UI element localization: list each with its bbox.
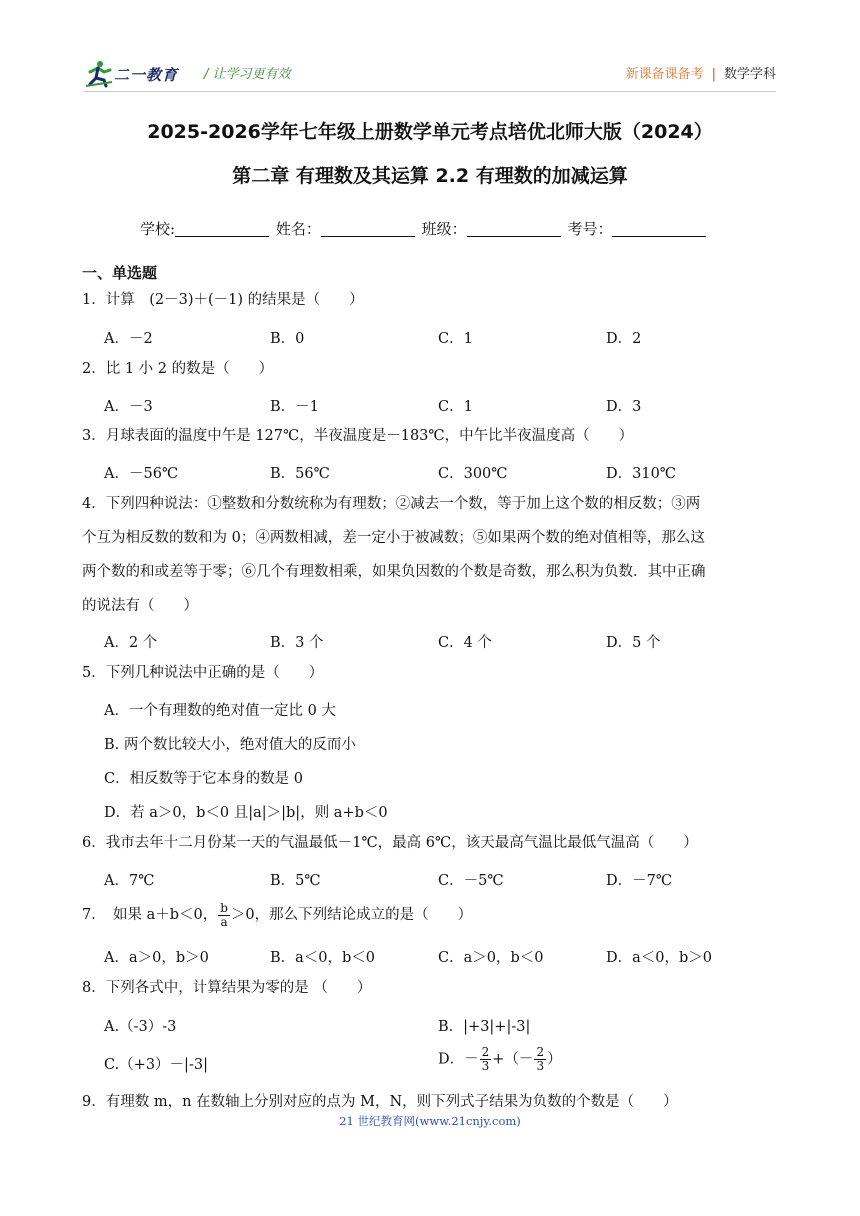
q8-d-frac2-den: 3 — [536, 1059, 545, 1073]
student-info — [140, 218, 708, 239]
q8-d-post: ） — [547, 1051, 562, 1068]
q6-option-c: C．－5℃ — [438, 873, 504, 889]
q2-option-a: A．－3 — [104, 399, 153, 415]
question-4-line-3: 两个数的和或差等于零；⑥几个有理数相乘，如果负因数的个数是奇数，那么积为负数．其中正确 — [82, 564, 706, 580]
q8-d-pre: D．－ — [438, 1051, 479, 1068]
q3-option-c: C．300℃ — [438, 466, 508, 482]
q6-option-b: B．5℃ — [270, 873, 321, 889]
q4-option-b: B．3 个 — [270, 635, 324, 651]
header-divider — [84, 91, 776, 92]
question-7 — [82, 898, 782, 932]
question-4-line-1: 4．下列四种说法：①整数和分数统称为有理数；②减去一个数，等于加上这个数的相反数；③两 — [82, 496, 701, 512]
q2-option-b: B．－1 — [270, 399, 319, 415]
q1-option-c: C．1 — [438, 331, 473, 347]
question-4-line-4: 的说法有（ ） — [82, 598, 198, 614]
header-separator: | — [711, 67, 716, 82]
header-subject — [626, 63, 776, 82]
number-label: 考号： — [567, 220, 613, 238]
q5-option-d: D．若 a＞0，b＜0 且|a|＞|b|，则 a+b＜0 — [104, 805, 388, 821]
q2-option-c: C．1 — [438, 399, 473, 415]
class-field[interactable] — [467, 220, 561, 237]
q1-option-b: B．0 — [270, 331, 305, 347]
page-header — [84, 58, 776, 90]
q5-option-a: A．一个有理数的绝对值一定比 0 大 — [104, 703, 336, 719]
question-9: 9．有理数 m，n 在数轴上分别对应的点为 M，N，则下列式子结果为负数的个数是（ ） — [82, 1094, 678, 1110]
q8-d-frac2-num: 2 — [536, 1045, 545, 1059]
school-field[interactable] — [175, 220, 269, 237]
q4-option-c: C．4 个 — [438, 635, 492, 651]
q7-frac-den: a — [220, 914, 228, 929]
page-subtitle: 第二章 有理数及其运算 2.2 有理数的加减运算 — [232, 165, 628, 187]
name-label: 姓名： — [275, 220, 321, 238]
q5-option-c: C．相反数等于它本身的数是 0 — [104, 771, 303, 787]
number-field[interactable] — [612, 220, 706, 237]
page-title: 2025-2026学年七年级上册数学单元考点培优北师大版（2024） — [147, 121, 713, 143]
runner-icon — [84, 58, 114, 88]
name-field[interactable] — [321, 220, 415, 237]
q2-option-d: D．3 — [606, 399, 642, 415]
question-2: 2．比 1 小 2 的数是（ ） — [82, 361, 274, 377]
q8-d-frac1-num: 2 — [481, 1045, 490, 1059]
logo-text: 二一教育 — [114, 66, 179, 84]
question-8: 8．下列各式中，计算结果为零的是 （ ） — [82, 980, 372, 996]
q7-option-d: D．a＜0，b＞0 — [606, 950, 713, 966]
q4-option-d: D．5 个 — [606, 635, 661, 651]
q7-fraction — [218, 902, 230, 929]
question-1: 1．计算 (2－3)＋(－1) 的结果是（ ） — [82, 292, 364, 308]
brand-logo — [84, 58, 190, 88]
q3-option-a: A．－56℃ — [104, 466, 179, 482]
q6-option-a: A．7℃ — [104, 873, 155, 889]
q6-option-d: D．－7℃ — [606, 873, 673, 889]
q7-stem-post: ＞0，那么下列结论成立的是（ ） — [230, 907, 473, 923]
q8-option-b: B．|+3|+|-3| — [438, 1019, 531, 1035]
q8-option-a: A.（-3）-3 — [104, 1019, 177, 1035]
class-label: 班级： — [421, 220, 467, 238]
q8-option-c: C.（+3）－|-3| — [104, 1057, 208, 1073]
q7-frac-num: b — [220, 900, 228, 915]
header-course-label: 新课备课备考 — [625, 67, 704, 82]
q7-option-b: B．a＜0，b＜0 — [270, 950, 376, 966]
q5-option-b: B. 两个数比较大小，绝对值大的反而小 — [104, 737, 356, 753]
q3-option-b: B．56℃ — [270, 466, 330, 482]
q3-option-d: D．310℃ — [606, 466, 677, 482]
q8-d-fraction-2 — [534, 1046, 546, 1073]
q4-option-a: A．2 个 — [104, 635, 158, 651]
q1-option-a: A．－2 — [104, 331, 153, 347]
q7-option-a: A．a＞0，b＞0 — [104, 950, 209, 966]
question-4-line-2: 个互为相反数的数和为 0；④两数相减，差一定小于被减数；⑤如果两个数的绝对值相等，那么这 — [82, 530, 705, 546]
q8-option-d — [438, 1046, 562, 1073]
section-title: 一、单选题 — [82, 264, 158, 282]
q8-d-fraction-1 — [480, 1046, 492, 1073]
q7-option-c: C．a＞0，b＜0 — [438, 950, 544, 966]
header-subject-label: 数学学科 — [723, 67, 776, 82]
q1-option-d: D．2 — [606, 331, 642, 347]
q8-d-mid: +（－ — [492, 1051, 534, 1068]
q8-d-frac1-den: 3 — [481, 1059, 490, 1073]
question-5: 5．下列几种说法中正确的是（ ） — [82, 665, 324, 681]
question-6: 6．我市去年十二月份某一天的气温最低－1℃，最高 6℃，该天最高气温比最低气温高（ ） — [82, 835, 698, 851]
question-3: 3．月球表面的温度中午是 127℃，半夜温度是－183℃，中午比半夜温度高（ ） — [82, 428, 634, 444]
q7-stem-pre: 7． 如果 a＋b＜0， — [82, 907, 218, 923]
page-footer: 21 世纪教育网(www.21cnjy.com) — [339, 1114, 521, 1128]
school-label: 学校: — [140, 220, 176, 238]
slogan: / 让学习更有效 — [204, 67, 291, 82]
